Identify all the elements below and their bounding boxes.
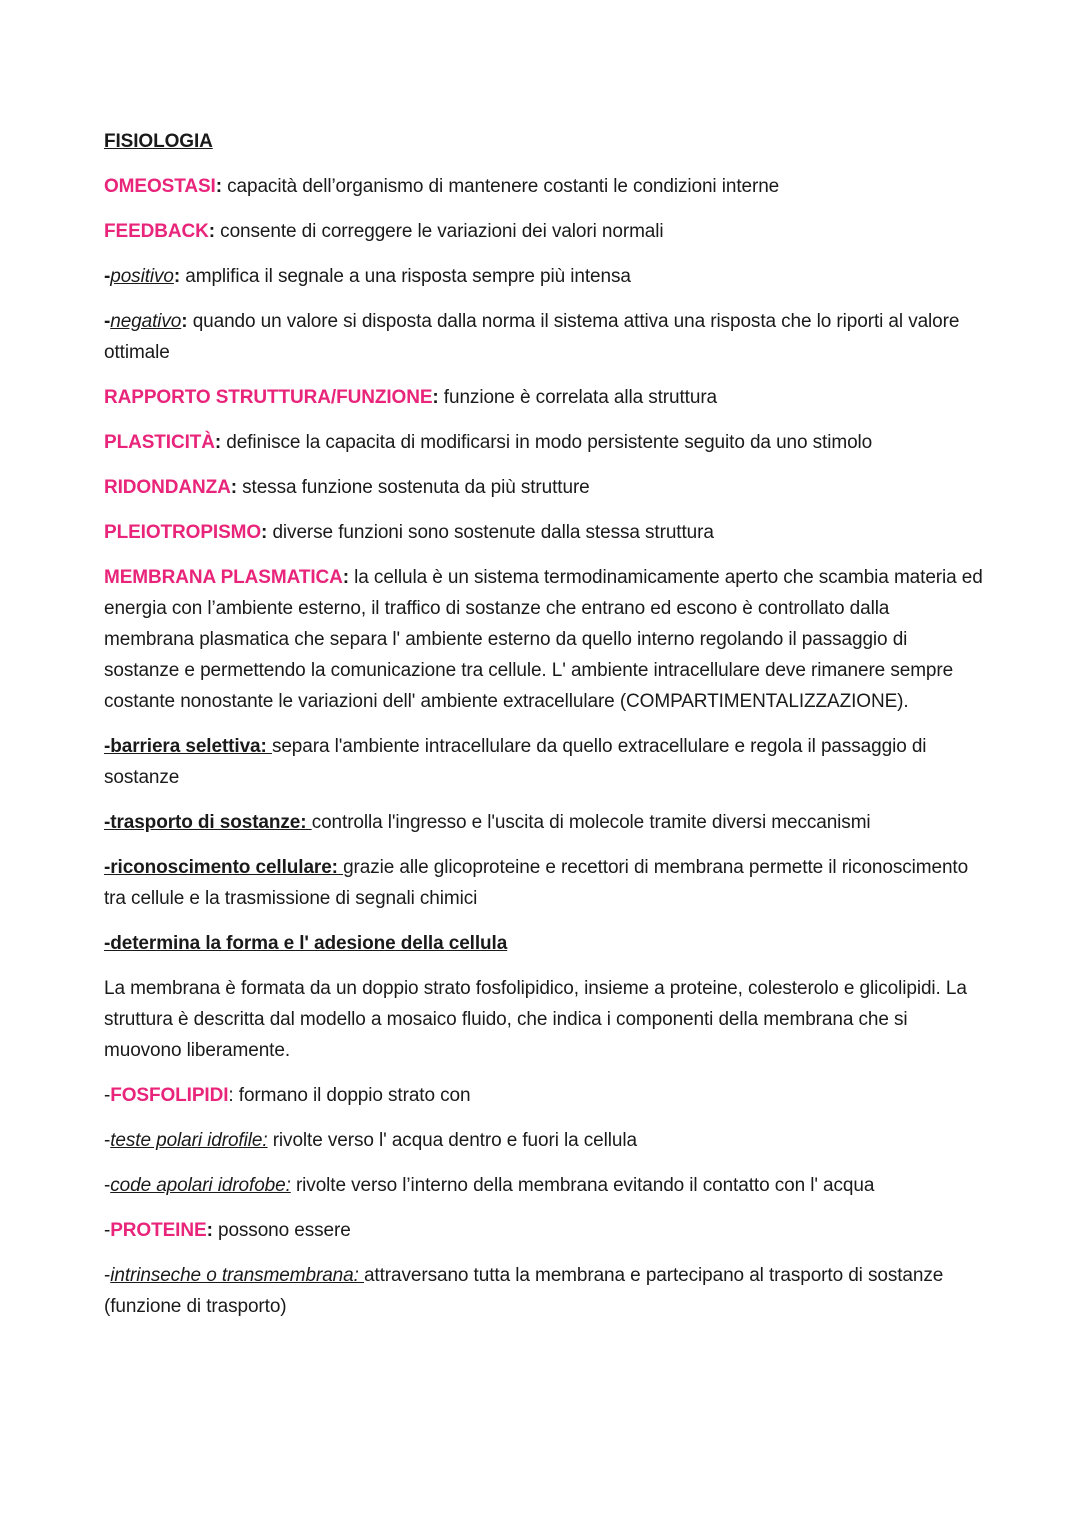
component-proteine: -PROTEINE: possono essere	[104, 1220, 351, 1241]
feedback-negativo: -negativo: quando un valore si disposta dalla norma il sistema attiva una risposta che lo riporti al valore ottimale	[104, 311, 960, 363]
function-trasporto: -trasporto di sostanze: controlla l'ingresso e l'uscita di molecole tramite diversi meccanismi	[104, 812, 871, 833]
definition-feedback: FEEDBACK: consente di correggere le variazioni dei valori normali	[104, 221, 664, 242]
component-code: -code apolari idrofobe: rivolte verso l’interno della membrana evitando il contatto con l' acqua	[104, 1175, 875, 1196]
definition-rapporto: RAPPORTO STRUTTURA/FUNZIONE: funzione è correlata alla struttura	[104, 387, 718, 408]
function-forma: -determina la forma e l' adesione della cellula	[104, 933, 508, 954]
page-title: FISIOLOGIA	[104, 131, 213, 152]
component-fosfolipidi: -FOSFOLIPIDI: formano il doppio strato con	[104, 1085, 471, 1106]
document-body	[104, 126, 984, 1322]
feedback-positivo: -positivo: amplifica il segnale a una risposta sempre più intensa	[104, 266, 631, 287]
definition-plasticita: PLASTICITÀ: definisce la capacita di modificarsi in modo persistente seguito da uno stimolo	[104, 432, 873, 453]
function-riconoscimento: -riconoscimento cellulare: grazie alle glicoproteine e recettori di membrana permette il riconoscimento tra cellule e la trasmissione di segnali chimici	[104, 857, 969, 909]
paragraph-struttura: La membrana è formata da un doppio strato fosfolipidico, insieme a proteine, colesterolo e glicolipidi. La struttura è descritta dal modello a mosaico fluido, che indica i componenti della membrana che si muovono liberamente.	[104, 978, 967, 1061]
definition-pleiotropismo: PLEIOTROPISMO: diverse funzioni sono sostenute dalla stessa struttura	[104, 522, 714, 543]
definition-membrana: MEMBRANA PLASMATICA: la cellula è un sistema termodinamicamente aperto che scambia materia ed energia con l’ambiente esterno, il traffico di sostanze che entrano ed escono è controllato dalla membrana plasmatica che separa l' ambiente esterno da quello interno regolando il passaggio di sostanze e permettendo la comunicazione tra cellule. L' ambiente intracellulare deve rimanere sempre costante nonostante le variazioni dell' ambiente extracellulare (COMPARTIMENTALIZZAZIONE).	[104, 567, 983, 712]
component-teste: -teste polari idrofile: rivolte verso l' acqua dentro e fuori la cellula	[104, 1130, 637, 1151]
component-intrinseche: -intrinseche o transmembrana: attraversano tutta la membrana e partecipano al trasporto di sostanze (funzione di trasporto)	[104, 1265, 944, 1317]
definition-ridondanza: RIDONDANZA: stessa funzione sostenuta da più strutture	[104, 477, 590, 498]
definition-omeostasi: OMEOSTASI: capacità dell’organismo di mantenere costanti le condizioni interne	[104, 176, 780, 197]
function-barriera: -barriera selettiva: separa l'ambiente intracellulare da quello extracellulare e regola il passaggio di sostanze	[104, 736, 927, 788]
